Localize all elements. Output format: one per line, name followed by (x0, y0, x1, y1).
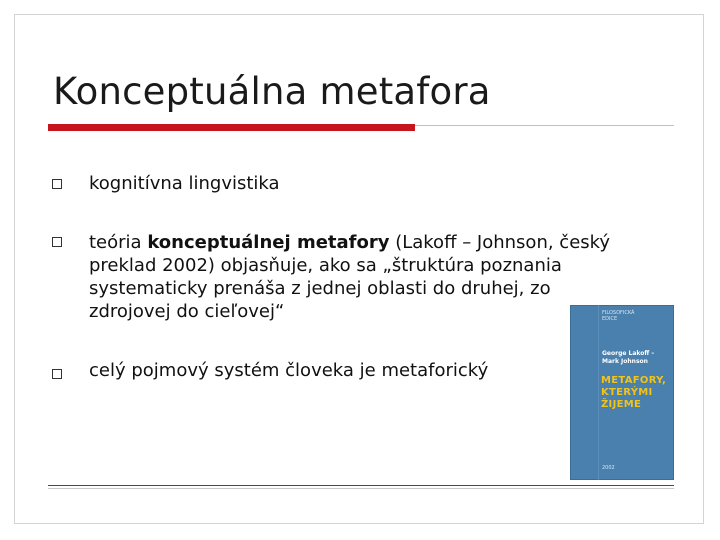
title-underline-accent (48, 124, 415, 131)
book-series-line: FILOSOFICKÁ (602, 310, 635, 316)
book-series-line: EDICE (602, 316, 618, 322)
bullet-square-icon (52, 237, 62, 247)
book-year: 2002 (602, 465, 615, 471)
book-authors (602, 350, 654, 366)
title-underline-rule (415, 125, 674, 126)
book-cover-image (570, 305, 674, 480)
bullet-square-icon (52, 179, 62, 189)
bullet-item-1 (89, 172, 649, 195)
book-author-line: Mark Johnson (602, 358, 648, 365)
bullet-square-icon (52, 369, 62, 379)
book-author-line: George Lakoff – (602, 350, 655, 357)
bullet-item-2 (89, 231, 629, 323)
slide-title: Konceptuálna metafora (53, 70, 491, 113)
footer-rule-accent (48, 485, 674, 486)
bullet-text-prefix: teória (89, 232, 148, 253)
book-cover-spine-line (598, 305, 599, 480)
bullet-text-suffix: (Lakoff – Johnson, český preklad 2002) objasňuje, ako sa „štruktúra poznania systematicky prenáša z jednej oblasti do druhej, zo zdrojovej do cieľovej“ (89, 232, 611, 322)
book-series (602, 310, 634, 322)
bullet-text: kognitívna lingvistika (89, 173, 280, 194)
bullet-text: celý pojmový systém človeka je metaforický (89, 360, 489, 381)
book-title-line: KTERÝMI (601, 387, 653, 398)
book-title (601, 375, 666, 411)
bullet-item-3 (89, 359, 649, 382)
book-title-line: ŽIJEME (601, 399, 642, 410)
book-title-line: METAFORY, (601, 375, 667, 386)
bullet-text-bold: konceptuálnej metafory (147, 232, 390, 253)
footer-rule (48, 488, 674, 489)
